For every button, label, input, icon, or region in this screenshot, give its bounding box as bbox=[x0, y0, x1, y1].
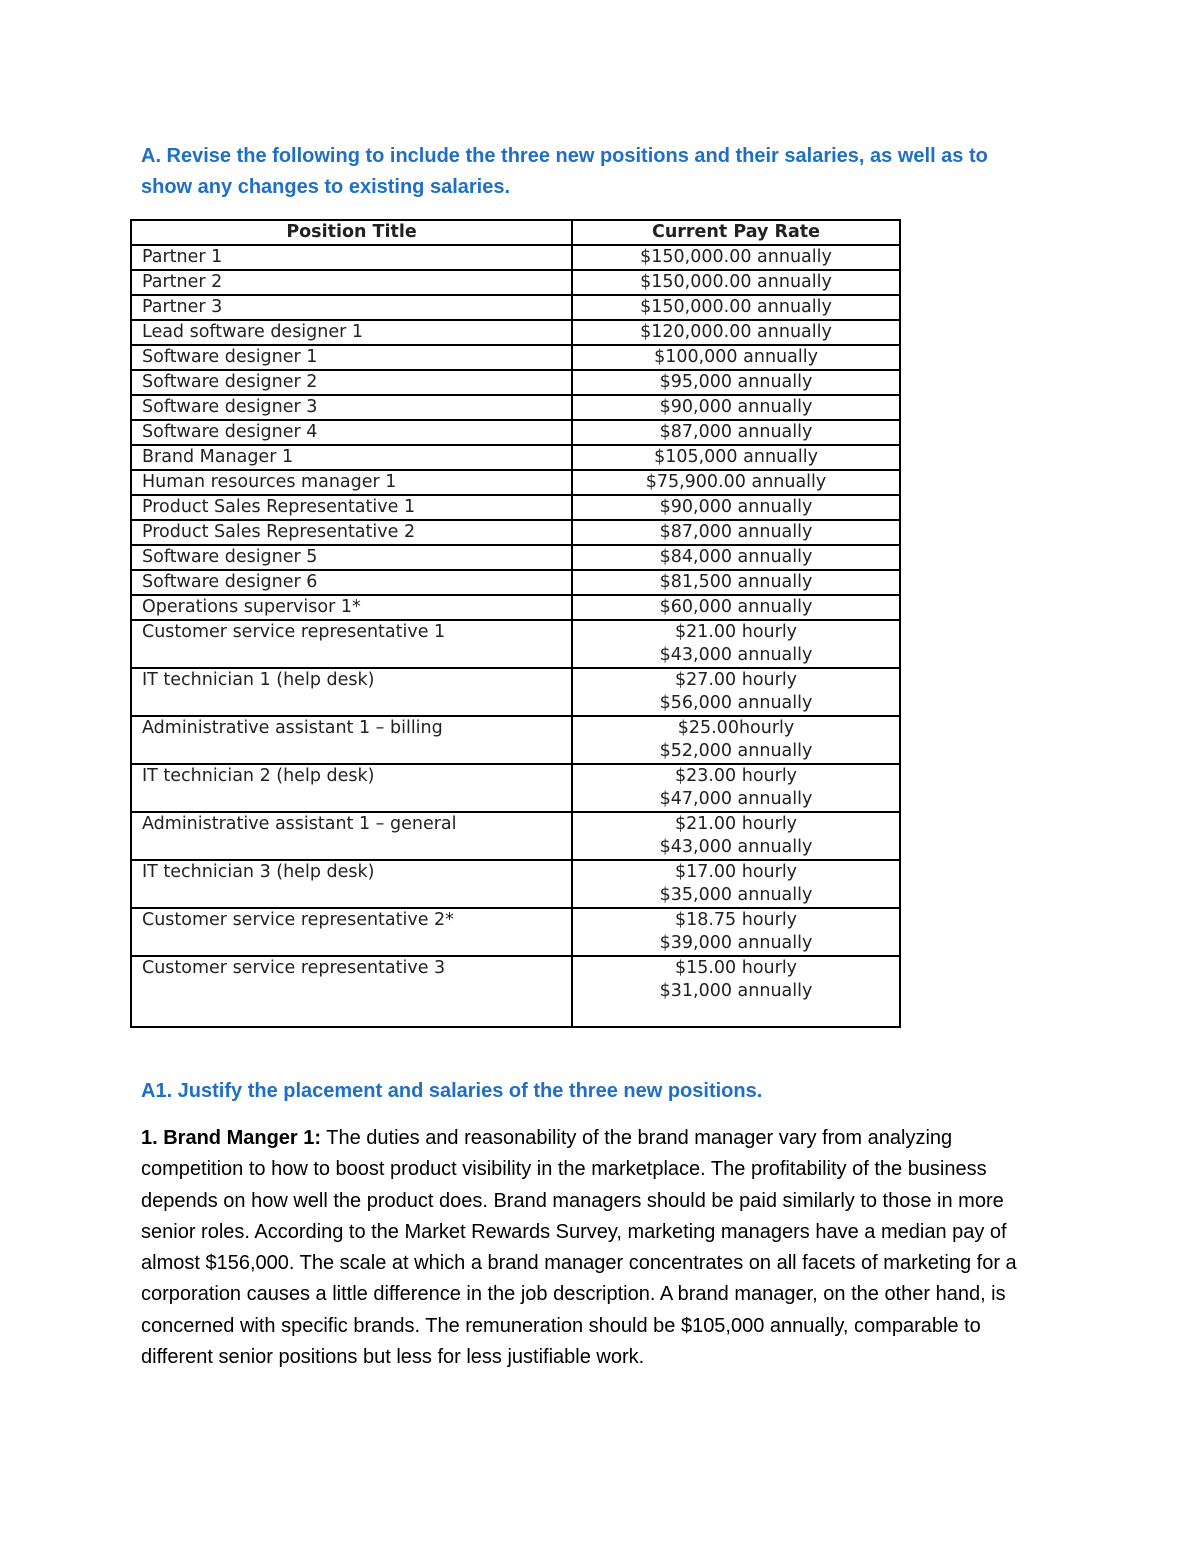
position-title-cell: Customer service representative 2* bbox=[131, 908, 572, 956]
position-title-cell: Software designer 5 bbox=[131, 545, 572, 570]
pay-rate-cell bbox=[572, 764, 900, 812]
position-title-cell: Product Sales Representative 1 bbox=[131, 495, 572, 520]
pay-rate-line: $60,000 annually bbox=[659, 597, 813, 617]
table-row bbox=[131, 370, 900, 395]
section-a1-heading: A1. Justify the placement and salaries of the three new positions. bbox=[141, 1080, 763, 1102]
pay-rate-cell bbox=[572, 270, 900, 295]
pay-rate-line: $81,500 annually bbox=[659, 572, 813, 592]
position-title-cell: Brand Manager 1 bbox=[131, 445, 572, 470]
salary-table bbox=[130, 219, 901, 1028]
pay-rate-line: $21.00 hourly bbox=[674, 622, 798, 642]
pay-rate-line: $18.75 hourly bbox=[674, 910, 798, 930]
pay-rate-line: $43,000 annually bbox=[659, 837, 813, 857]
table-row bbox=[131, 270, 900, 295]
table-row bbox=[131, 245, 900, 270]
pay-rate-cell bbox=[572, 495, 900, 520]
pay-rate-line: $56,000 annually bbox=[659, 693, 813, 713]
table-row bbox=[131, 595, 900, 620]
table-row bbox=[131, 495, 900, 520]
pay-rate-line: $150,000.00 annually bbox=[640, 272, 832, 292]
position-title-cell: Software designer 3 bbox=[131, 395, 572, 420]
table-row bbox=[131, 420, 900, 445]
pay-rate-cell bbox=[572, 956, 900, 1027]
table-row bbox=[131, 812, 900, 860]
position-title-cell: Product Sales Representative 2 bbox=[131, 520, 572, 545]
pay-rate-cell bbox=[572, 245, 900, 270]
pay-rate-line: $47,000 annually bbox=[659, 789, 813, 809]
table-row bbox=[131, 570, 900, 595]
table-row bbox=[131, 545, 900, 570]
position-title-cell: Administrative assistant 1 – billing bbox=[131, 716, 572, 764]
table-row bbox=[131, 956, 900, 1027]
position-title-cell: Software designer 1 bbox=[131, 345, 572, 370]
pay-rate-cell bbox=[572, 812, 900, 860]
pay-rate-line: $75,900.00 annually bbox=[645, 472, 827, 492]
position-title-cell: IT technician 2 (help desk) bbox=[131, 764, 572, 812]
pay-rate-cell bbox=[572, 345, 900, 370]
table-row bbox=[131, 716, 900, 764]
pay-rate-line: $39,000 annually bbox=[659, 933, 813, 953]
pay-rate-line: $87,000 annually bbox=[659, 422, 813, 442]
column-header-current-pay-rate: Current Pay Rate bbox=[572, 220, 900, 245]
pay-rate-line: $23.00 hourly bbox=[674, 766, 798, 786]
pay-rate-line: $27.00 hourly bbox=[674, 670, 798, 690]
table-body bbox=[131, 245, 900, 1027]
pay-rate-line: $21.00 hourly bbox=[674, 814, 798, 834]
pay-rate-cell bbox=[572, 420, 900, 445]
pay-rate-cell bbox=[572, 860, 900, 908]
pay-rate-line: $43,000 annually bbox=[659, 645, 813, 665]
position-title-cell: Partner 1 bbox=[131, 245, 572, 270]
pay-rate-line: $15.00 hourly bbox=[674, 958, 798, 978]
pay-rate-cell bbox=[572, 370, 900, 395]
pay-rate-line: $17.00 hourly bbox=[674, 862, 798, 882]
position-title-cell: IT technician 3 (help desk) bbox=[131, 860, 572, 908]
brand-manager-justification bbox=[141, 1123, 1051, 1373]
pay-rate-cell bbox=[572, 908, 900, 956]
pay-rate-line: $105,000 annually bbox=[654, 447, 818, 467]
pay-rate-line: $90,000 annually bbox=[659, 497, 813, 517]
pay-rate-line: $52,000 annually bbox=[659, 741, 813, 761]
position-title-cell: Lead software designer 1 bbox=[131, 320, 572, 345]
pay-rate-cell bbox=[572, 570, 900, 595]
position-title-cell: Operations supervisor 1* bbox=[131, 595, 572, 620]
item-text: The duties and reasonability of the brand manager vary from analyzing competition to how to boost product visibility in the marketplace. The profitability of the business depends on how well the product does. Brand managers should be paid similarly to those in more senior roles. According to the Market Rewards Survey, marketing managers have a median pay of almost $156,000. The scale at which a brand manager concentrates on all facets of marketing for a corporation causes a little difference in the job description. A brand manager, on the other hand, is concerned with specific brands. The remuneration should be $105,000 annually, comparable to different senior positions but less for less justifiable work. bbox=[141, 1127, 1017, 1369]
pay-rate-line: $84,000 annually bbox=[659, 547, 813, 567]
table-header-row bbox=[131, 220, 900, 245]
item-label: 1. Brand Manger 1: bbox=[141, 1127, 322, 1149]
pay-rate-cell bbox=[572, 668, 900, 716]
table-row bbox=[131, 620, 900, 668]
position-title-cell: Administrative assistant 1 – general bbox=[131, 812, 572, 860]
position-title-cell: Customer service representative 3 bbox=[131, 956, 572, 1027]
pay-rate-line: $150,000.00 annually bbox=[640, 297, 832, 317]
pay-rate-cell bbox=[572, 395, 900, 420]
column-header-position-title: Position Title bbox=[131, 220, 572, 245]
table-row bbox=[131, 860, 900, 908]
table-row bbox=[131, 470, 900, 495]
pay-rate-line: $100,000 annually bbox=[654, 347, 818, 367]
pay-rate-line: $31,000 annually bbox=[659, 981, 813, 1001]
pay-rate-line: $25.00hourly bbox=[677, 718, 795, 738]
table-row bbox=[131, 395, 900, 420]
table-row bbox=[131, 320, 900, 345]
pay-rate-line: $35,000 annually bbox=[659, 885, 813, 905]
position-title-cell: IT technician 1 (help desk) bbox=[131, 668, 572, 716]
pay-rate-cell bbox=[572, 295, 900, 320]
pay-rate-cell bbox=[572, 620, 900, 668]
pay-rate-line: $90,000 annually bbox=[659, 397, 813, 417]
table-row bbox=[131, 764, 900, 812]
pay-rate-cell bbox=[572, 520, 900, 545]
section-a-heading: A. Revise the following to include the three new positions and their salaries, as well as to show any changes to existing salaries. bbox=[141, 145, 988, 198]
table-row bbox=[131, 668, 900, 716]
pay-rate-line: $150,000.00 annually bbox=[640, 247, 832, 267]
pay-rate-line: $95,000 annually bbox=[659, 372, 813, 392]
position-title-cell: Partner 2 bbox=[131, 270, 572, 295]
position-title-cell: Partner 3 bbox=[131, 295, 572, 320]
position-title-cell: Software designer 6 bbox=[131, 570, 572, 595]
position-title-cell: Software designer 4 bbox=[131, 420, 572, 445]
pay-rate-cell bbox=[572, 320, 900, 345]
table-row bbox=[131, 445, 900, 470]
table-row bbox=[131, 295, 900, 320]
table-row bbox=[131, 520, 900, 545]
pay-rate-cell bbox=[572, 716, 900, 764]
table-row bbox=[131, 908, 900, 956]
position-title-cell: Human resources manager 1 bbox=[131, 470, 572, 495]
position-title-cell: Customer service representative 1 bbox=[131, 620, 572, 668]
position-title-cell: Software designer 2 bbox=[131, 370, 572, 395]
table-row bbox=[131, 345, 900, 370]
pay-rate-cell bbox=[572, 545, 900, 570]
pay-rate-cell bbox=[572, 595, 900, 620]
pay-rate-cell bbox=[572, 470, 900, 495]
pay-rate-cell bbox=[572, 445, 900, 470]
pay-rate-line: $120,000.00 annually bbox=[640, 322, 832, 342]
pay-rate-line: $87,000 annually bbox=[659, 522, 813, 542]
